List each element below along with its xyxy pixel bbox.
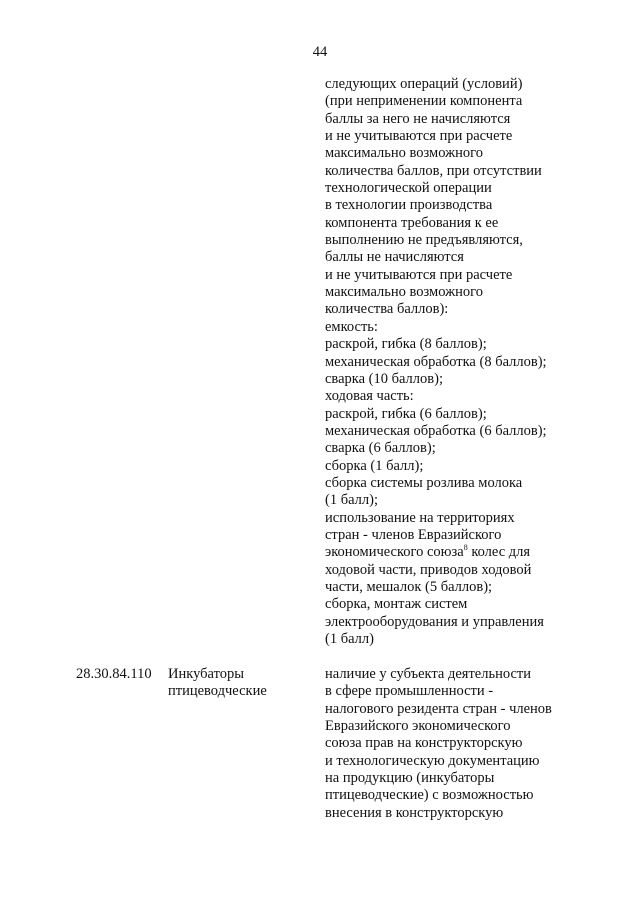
requirement-line: емкость:: [325, 318, 378, 335]
product-name-line: птицеводческие: [168, 683, 267, 700]
requirement-line: ходовой части, приводов ходовой: [325, 561, 532, 578]
requirement-line: раскрой, гибка (6 баллов);: [325, 405, 487, 422]
product-name: [168, 666, 267, 701]
requirement-line: (1 балл);: [325, 492, 378, 509]
requirement-line: наличие у субъекта деятельности: [325, 666, 531, 682]
requirement-line: птицеводческие) с возможностью: [325, 787, 534, 804]
requirement-line: технологической операции: [325, 180, 492, 197]
requirement-line: максимально возможного: [325, 145, 483, 162]
requirement-line: (при неприменении компонента: [325, 93, 523, 110]
page-number: 44: [312, 44, 328, 60]
requirement-line: количества баллов, при отсутствии: [325, 162, 542, 179]
requirement-line: в сфере промышленности -: [325, 683, 494, 700]
product-code: 28.30.84.110: [76, 666, 152, 682]
requirement-line: баллы не начисляются: [325, 249, 464, 266]
requirement-line: сварка (10 баллов);: [325, 370, 443, 387]
product-name-line: Инкубаторы: [168, 666, 244, 682]
requirement-line: сварка (6 баллов);: [325, 440, 436, 457]
footnote-marker: 8: [463, 543, 468, 553]
requirement-line: (1 балл): [325, 631, 374, 647]
requirement-line: механическая обработка (8 баллов);: [325, 353, 547, 370]
requirement-line: союза прав на конструкторскую: [325, 735, 523, 752]
requirement-line: количества баллов):: [325, 301, 449, 318]
text-fragment: колес для: [467, 544, 531, 561]
product-requirements: [325, 666, 625, 822]
requirement-line: части, мешалок (5 баллов);: [325, 578, 493, 595]
requirement-line: ходовая часть:: [325, 388, 414, 405]
requirement-line: механическая обработка (6 баллов);: [325, 422, 547, 439]
text-fragment: экономического союза: [325, 544, 464, 561]
requirement-line: и не учитываются при расчете: [325, 266, 513, 283]
requirement-line: сборка системы розлива молока: [325, 474, 523, 491]
requirement-line: следующих операций (условий): [325, 76, 523, 92]
requirement-line: компонента требования к ее: [325, 214, 499, 231]
requirement-line: на продукцию (инкубаторы: [325, 770, 495, 787]
requirement-line: сборка, монтаж систем: [325, 596, 468, 613]
requirement-line: сборка (1 балл);: [325, 457, 424, 474]
requirement-line: раскрой, гибка (8 баллов);: [325, 336, 487, 353]
requirement-line: [325, 544, 625, 561]
requirement-line: электрооборудования и управления: [325, 613, 544, 630]
requirement-line: налогового резидента стран - членов: [325, 700, 552, 717]
requirement-line: Евразийского экономического: [325, 718, 511, 735]
requirement-line: стран - членов Евразийского: [325, 526, 502, 543]
requirement-line: внесения в конструкторскую: [325, 804, 504, 821]
requirement-line: и не учитываются при расчете: [325, 128, 513, 145]
requirement-line: и технологическую документацию: [325, 752, 540, 769]
requirement-line: в технологии производства: [325, 197, 493, 214]
requirement-line: выполнению не предъявляются,: [325, 232, 523, 249]
requirement-line: максимально возможного: [325, 284, 483, 301]
requirements-continuation: [325, 76, 625, 648]
requirement-line: баллы за него не начисляются: [325, 110, 511, 127]
requirement-line: использование на территориях: [325, 509, 515, 526]
